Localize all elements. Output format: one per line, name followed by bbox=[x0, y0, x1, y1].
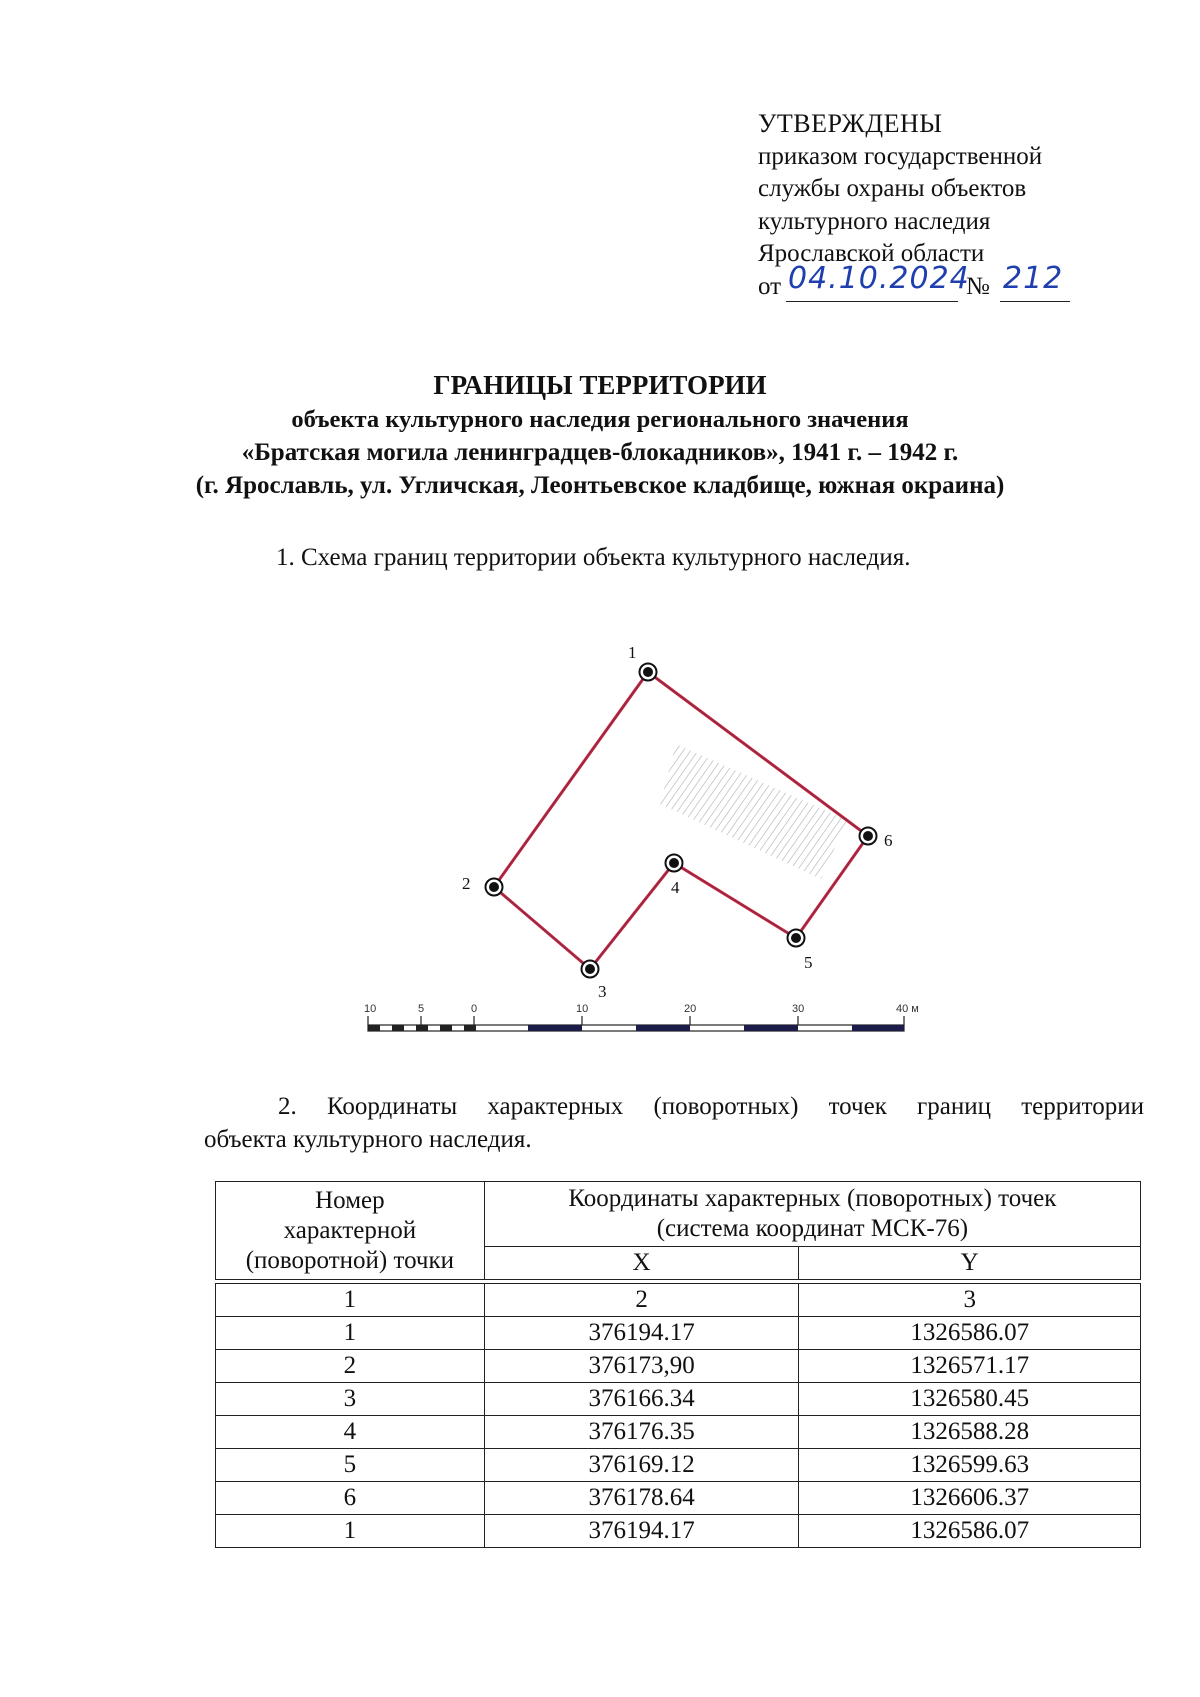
approval-heading: УТВЕРЖДЕНЫ bbox=[758, 109, 943, 138]
point-label-2: 2 bbox=[462, 874, 471, 893]
point-label-3: 3 bbox=[598, 982, 607, 1001]
point-label-1: 1 bbox=[628, 643, 637, 662]
approval-line: приказом государственной bbox=[758, 142, 1043, 170]
scale-label: 10 bbox=[364, 1003, 377, 1015]
section-1-heading: 1. Схема границ территории объекта культурного наследия. bbox=[276, 544, 911, 571]
section-2-line-1: 2. Координаты характерных (поворотных) точек границ территории bbox=[278, 1093, 1144, 1120]
date-prefix: от bbox=[758, 272, 782, 300]
document-title bbox=[0, 367, 1200, 502]
boundary-point-4 bbox=[666, 855, 683, 872]
approval-line: Ярославской области bbox=[758, 240, 985, 267]
scale-label: 10 bbox=[576, 1003, 589, 1015]
title-line-1: ГРАНИЦЫ ТЕРРИТОРИИ bbox=[433, 370, 767, 400]
boundary-point-5 bbox=[788, 930, 805, 947]
scale-label: 40 м bbox=[896, 1003, 919, 1015]
point-label-4: 4 bbox=[671, 878, 680, 897]
approval-line: культурного наследия bbox=[758, 207, 991, 235]
date-underline bbox=[786, 301, 958, 302]
boundary-point-1 bbox=[640, 664, 657, 681]
grave-area-hatch bbox=[660, 744, 847, 879]
approval-line: службы охраны объектов bbox=[758, 175, 1027, 202]
table-row: 4 376176.35 1326588.28 bbox=[216, 1416, 1141, 1449]
point-label-5: 5 bbox=[804, 953, 813, 972]
scale-label: 5 bbox=[418, 1003, 425, 1015]
table-row: 2 376173,90 1326571.17 bbox=[216, 1350, 1141, 1383]
boundary-point-2 bbox=[486, 879, 503, 896]
table-row: 1 376194.17 1326586.07 bbox=[216, 1515, 1141, 1548]
table-row: 5 376169.12 1326599.63 bbox=[216, 1449, 1141, 1482]
handwritten-date: 04.10.2024 bbox=[788, 260, 970, 296]
number-prefix: № bbox=[966, 272, 990, 300]
title-line-4: (г. Ярославль, ул. Угличская, Леонтьевское кладбище, южная окраина) bbox=[195, 472, 1005, 499]
boundary-point-3 bbox=[582, 961, 599, 978]
header-x: X bbox=[484, 1247, 799, 1280]
header-y: Y bbox=[799, 1247, 1141, 1280]
approval-block bbox=[758, 108, 1178, 305]
coordinates-table bbox=[215, 1181, 1141, 1548]
header-point-number: Номер характерной (поворотной) точки bbox=[216, 1182, 485, 1280]
section-2-line-2: объекта культурного наследия. bbox=[204, 1126, 532, 1153]
handwritten-number: 212 bbox=[1003, 260, 1064, 296]
title-line-2: объекта культурного наследия регионального значения bbox=[291, 406, 909, 433]
scale-label: 30 bbox=[792, 1003, 805, 1015]
table-row: 3 376166.34 1326580.45 bbox=[216, 1383, 1141, 1416]
approval-date-line bbox=[758, 260, 1178, 305]
point-label-6: 6 bbox=[884, 831, 893, 850]
scale-label: 0 bbox=[471, 1003, 478, 1015]
table-row: 1 376194.17 1326586.07 bbox=[216, 1317, 1141, 1350]
table-row: 6 376178.64 1326606.37 bbox=[216, 1482, 1141, 1515]
header-coordinates: Координаты характерных (поворотных) точек (система координат МСК-76) bbox=[484, 1182, 1140, 1247]
section-2-heading bbox=[204, 1090, 1144, 1156]
scale-label: 20 bbox=[684, 1003, 697, 1015]
boundary-point-6 bbox=[860, 828, 877, 845]
title-line-3: «Братская могила ленинградцев-блокадников», 1941 г. – 1942 г. bbox=[241, 439, 959, 466]
scale-bar bbox=[364, 1003, 919, 1031]
number-underline bbox=[1000, 301, 1070, 302]
column-numbers-row: 1 2 3 bbox=[216, 1284, 1141, 1317]
